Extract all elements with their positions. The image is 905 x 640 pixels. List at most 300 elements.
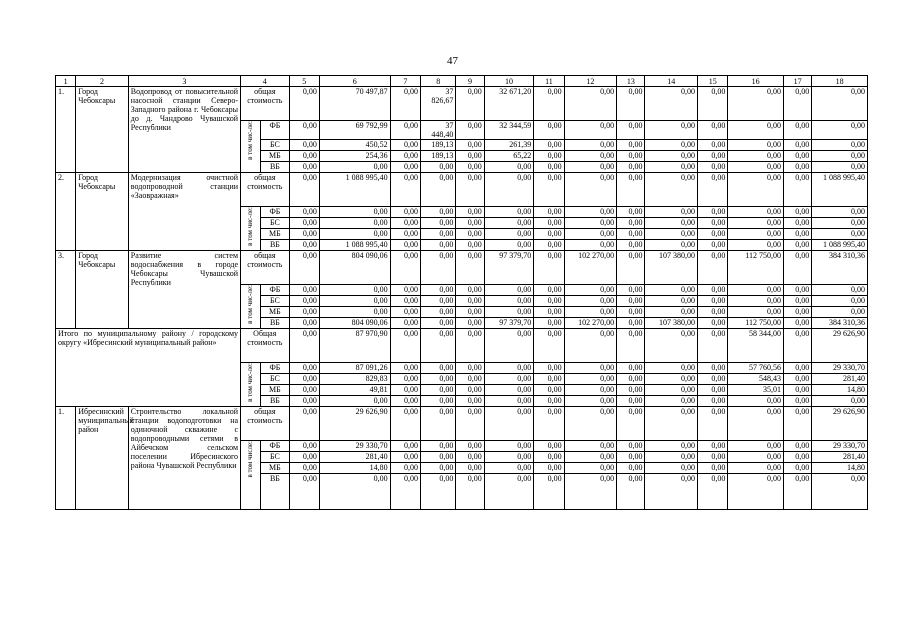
- value-cell: 0,00: [728, 463, 784, 474]
- value-cell: 0,00: [319, 162, 390, 173]
- value-cell: 0,00: [564, 162, 617, 173]
- including-text: в том чис-ле:: [246, 363, 255, 402]
- value-cell: 0,00: [289, 363, 319, 374]
- column-header: 2: [76, 76, 129, 87]
- total-cost-label: общая стоимость: [241, 173, 290, 207]
- value-cell: 0,00: [421, 229, 456, 240]
- funding-source-label: БС: [261, 218, 289, 229]
- value-cell: 0,00: [645, 162, 698, 173]
- value-cell: 0,00: [698, 463, 728, 474]
- value-cell: 0,00: [645, 218, 698, 229]
- value-cell: 0,00: [617, 218, 645, 229]
- funding-source-label: БС: [261, 374, 289, 385]
- value-cell: 0,00: [645, 329, 698, 363]
- value-cell: 0,00: [421, 385, 456, 396]
- value-cell: 0,00: [564, 87, 617, 121]
- column-header: 9: [456, 76, 484, 87]
- including-text: в том чис-ле:: [246, 285, 255, 324]
- value-cell: 0,00: [564, 463, 617, 474]
- value-cell: 189,13: [421, 151, 456, 162]
- funding-source-label: МБ: [261, 463, 289, 474]
- value-cell: 0,00: [645, 240, 698, 251]
- value-cell: 0,00: [390, 296, 420, 307]
- project-description: Развитие систем водоснабжения в городе Чебоксары Чувашской Республики: [128, 251, 240, 329]
- value-cell: 0,00: [421, 285, 456, 296]
- value-cell: 112 750,00: [728, 251, 784, 285]
- funding-source-label: МБ: [261, 151, 289, 162]
- value-cell: 97 379,70: [484, 251, 534, 285]
- value-cell: 0,00: [484, 396, 534, 407]
- value-cell: 0,00: [617, 140, 645, 151]
- value-cell: 0,00: [564, 207, 617, 218]
- value-cell: 0,00: [728, 207, 784, 218]
- value-cell: 0,00: [812, 121, 868, 140]
- value-cell: 0,00: [289, 318, 319, 329]
- value-cell: 0,00: [456, 374, 484, 385]
- value-cell: 0,00: [484, 240, 534, 251]
- funding-source-label: ВБ: [261, 474, 289, 510]
- column-header: 4: [241, 76, 290, 87]
- value-cell: 0,00: [564, 307, 617, 318]
- value-cell: 0,00: [812, 474, 868, 510]
- value-cell: 0,00: [698, 407, 728, 441]
- value-cell: 0,00: [783, 173, 811, 207]
- column-header: 17: [783, 76, 811, 87]
- municipality-name: Город Чебоксары: [76, 87, 129, 173]
- value-cell: 0,00: [484, 218, 534, 229]
- value-cell: 97 379,70: [484, 318, 534, 329]
- value-cell: 0,00: [698, 229, 728, 240]
- value-cell: 0,00: [534, 385, 564, 396]
- value-cell: 0,00: [783, 229, 811, 240]
- value-cell: 0,00: [534, 218, 564, 229]
- value-cell: 0,00: [289, 296, 319, 307]
- budget-table: [55, 75, 868, 510]
- value-cell: 0,00: [645, 463, 698, 474]
- value-cell: 0,00: [783, 240, 811, 251]
- value-cell: 0,00: [564, 452, 617, 463]
- value-cell: 0,00: [289, 240, 319, 251]
- value-cell: 0,00: [783, 218, 811, 229]
- value-cell: 0,00: [698, 385, 728, 396]
- value-cell: 0,00: [421, 318, 456, 329]
- including-label: [241, 121, 261, 173]
- funding-source-label: БС: [261, 452, 289, 463]
- value-cell: 0,00: [319, 296, 390, 307]
- funding-source-label: МБ: [261, 229, 289, 240]
- value-cell: 0,00: [564, 374, 617, 385]
- row-number: 3.: [56, 251, 76, 329]
- value-cell: 0,00: [698, 173, 728, 207]
- value-cell: 0,00: [812, 140, 868, 151]
- value-cell: 0,00: [645, 296, 698, 307]
- column-header: 5: [289, 76, 319, 87]
- value-cell: 0,00: [534, 285, 564, 296]
- value-cell: 0,00: [319, 474, 390, 510]
- value-cell: 0,00: [534, 296, 564, 307]
- row-number: 2.: [56, 173, 76, 251]
- value-cell: 29 330,70: [812, 441, 868, 452]
- value-cell: 0,00: [617, 240, 645, 251]
- value-cell: 0,00: [390, 140, 420, 151]
- column-header: 3: [128, 76, 240, 87]
- value-cell: 0,00: [534, 307, 564, 318]
- total-cost-label: Общая стоимость: [241, 329, 290, 363]
- total-cost-label: общая стоимость: [241, 251, 290, 285]
- value-cell: 29 626,90: [319, 407, 390, 441]
- value-cell: 0,00: [456, 385, 484, 396]
- value-cell: 0,00: [698, 218, 728, 229]
- value-cell: 0,00: [289, 463, 319, 474]
- value-cell: 0,00: [728, 218, 784, 229]
- value-cell: 0,00: [783, 385, 811, 396]
- value-cell: 0,00: [645, 452, 698, 463]
- value-cell: 70 497,87: [319, 87, 390, 121]
- value-cell: 0,00: [289, 151, 319, 162]
- value-cell: 0,00: [698, 121, 728, 140]
- including-label: [241, 363, 261, 407]
- value-cell: 0,00: [534, 140, 564, 151]
- value-cell: 0,00: [645, 121, 698, 140]
- value-cell: 0,00: [289, 307, 319, 318]
- project-description: Модернизация очистной водопроводной станции «Заовражная»: [128, 173, 240, 251]
- project-row: [56, 407, 868, 441]
- value-cell: 0,00: [534, 229, 564, 240]
- value-cell: 0,00: [698, 363, 728, 374]
- value-cell: 0,00: [484, 385, 534, 396]
- value-cell: 37 448,40: [421, 121, 456, 140]
- value-cell: 0,00: [812, 307, 868, 318]
- value-cell: 1 088 995,40: [812, 240, 868, 251]
- value-cell: 254,36: [319, 151, 390, 162]
- funding-source-label: ВБ: [261, 318, 289, 329]
- value-cell: 0,00: [390, 121, 420, 140]
- including-label: [241, 285, 261, 329]
- value-cell: 0,00: [728, 140, 784, 151]
- value-cell: 0,00: [390, 251, 420, 285]
- value-cell: 0,00: [783, 296, 811, 307]
- value-cell: 0,00: [456, 463, 484, 474]
- value-cell: 0,00: [698, 140, 728, 151]
- value-cell: 0,00: [456, 162, 484, 173]
- value-cell: 0,00: [390, 363, 420, 374]
- value-cell: 0,00: [645, 385, 698, 396]
- value-cell: 0,00: [456, 407, 484, 441]
- value-cell: 112 750,00: [728, 318, 784, 329]
- value-cell: 0,00: [617, 296, 645, 307]
- funding-source-label: ФБ: [261, 285, 289, 296]
- value-cell: 37 826,67: [421, 87, 456, 121]
- value-cell: 0,00: [421, 363, 456, 374]
- value-cell: 14,80: [812, 385, 868, 396]
- project-row: [56, 87, 868, 121]
- value-cell: 0,00: [484, 452, 534, 463]
- value-cell: 0,00: [390, 374, 420, 385]
- value-cell: 0,00: [456, 151, 484, 162]
- value-cell: 0,00: [390, 329, 420, 363]
- value-cell: 0,00: [534, 407, 564, 441]
- value-cell: 0,00: [645, 363, 698, 374]
- value-cell: 0,00: [456, 441, 484, 452]
- value-cell: 0,00: [698, 207, 728, 218]
- value-cell: 0,00: [534, 329, 564, 363]
- value-cell: 1 088 995,40: [319, 173, 390, 207]
- value-cell: 107 380,00: [645, 251, 698, 285]
- value-cell: 0,00: [645, 87, 698, 121]
- funding-source-label: ФБ: [261, 363, 289, 374]
- value-cell: 0,00: [390, 407, 420, 441]
- value-cell: 0,00: [421, 452, 456, 463]
- value-cell: 0,00: [645, 207, 698, 218]
- value-cell: 0,00: [698, 251, 728, 285]
- column-header: 10: [484, 76, 534, 87]
- value-cell: 384 310,36: [812, 251, 868, 285]
- value-cell: 0,00: [484, 285, 534, 296]
- value-cell: 0,00: [456, 121, 484, 140]
- value-cell: 0,00: [456, 285, 484, 296]
- column-header: 8: [421, 76, 456, 87]
- project-row: [56, 251, 868, 285]
- column-header: 1: [56, 76, 76, 87]
- value-cell: 0,00: [390, 87, 420, 121]
- value-cell: 0,00: [319, 307, 390, 318]
- value-cell: 0,00: [728, 296, 784, 307]
- value-cell: 0,00: [484, 363, 534, 374]
- value-cell: 0,00: [421, 374, 456, 385]
- value-cell: 0,00: [534, 251, 564, 285]
- table-body: [56, 76, 868, 510]
- value-cell: 0,00: [456, 240, 484, 251]
- value-cell: 0,00: [617, 87, 645, 121]
- value-cell: 0,00: [289, 251, 319, 285]
- value-cell: 0,00: [728, 474, 784, 510]
- value-cell: 0,00: [421, 240, 456, 251]
- value-cell: 0,00: [617, 329, 645, 363]
- total-cost-label: общая стоимость: [241, 407, 290, 441]
- value-cell: 0,00: [390, 318, 420, 329]
- value-cell: 0,00: [534, 162, 564, 173]
- page-number: 47: [447, 55, 458, 67]
- value-cell: 0,00: [564, 285, 617, 296]
- row-number: 1.: [56, 87, 76, 173]
- value-cell: 0,00: [645, 285, 698, 296]
- value-cell: 58 344,00: [728, 329, 784, 363]
- value-cell: 281,40: [812, 374, 868, 385]
- value-cell: 0,00: [812, 296, 868, 307]
- funding-source-label: ФБ: [261, 121, 289, 140]
- value-cell: 0,00: [698, 374, 728, 385]
- value-cell: 0,00: [617, 173, 645, 207]
- value-cell: 0,00: [728, 452, 784, 463]
- value-cell: 1 088 995,40: [319, 240, 390, 251]
- value-cell: 0,00: [456, 140, 484, 151]
- value-cell: 0,00: [456, 474, 484, 510]
- funding-source-label: БС: [261, 140, 289, 151]
- value-cell: 0,00: [617, 318, 645, 329]
- total-cost-label: общая стоимость: [241, 87, 290, 121]
- value-cell: 0,00: [617, 121, 645, 140]
- value-cell: 29 330,70: [812, 363, 868, 374]
- value-cell: 29 330,70: [319, 441, 390, 452]
- value-cell: 0,00: [390, 162, 420, 173]
- value-cell: 0,00: [390, 218, 420, 229]
- column-header: 14: [645, 76, 698, 87]
- value-cell: 0,00: [534, 151, 564, 162]
- value-cell: 0,00: [783, 251, 811, 285]
- value-cell: 0,00: [534, 463, 564, 474]
- value-cell: 0,00: [645, 407, 698, 441]
- funding-source-label: ВБ: [261, 396, 289, 407]
- value-cell: 0,00: [456, 363, 484, 374]
- header-row: [56, 76, 868, 87]
- value-cell: 87 091,26: [319, 363, 390, 374]
- value-cell: 0,00: [564, 474, 617, 510]
- value-cell: 0,00: [534, 363, 564, 374]
- value-cell: 0,00: [617, 374, 645, 385]
- value-cell: 0,00: [617, 463, 645, 474]
- value-cell: 0,00: [698, 318, 728, 329]
- value-cell: 0,00: [698, 296, 728, 307]
- value-cell: 0,00: [617, 452, 645, 463]
- value-cell: 0,00: [484, 374, 534, 385]
- value-cell: 29 626,90: [812, 329, 868, 363]
- value-cell: 0,00: [783, 407, 811, 441]
- value-cell: 29 626,90: [812, 407, 868, 441]
- value-cell: 0,00: [289, 285, 319, 296]
- value-cell: 0,00: [564, 329, 617, 363]
- value-cell: 0,00: [812, 218, 868, 229]
- value-cell: 804 090,06: [319, 318, 390, 329]
- value-cell: 0,00: [390, 229, 420, 240]
- value-cell: 0,00: [698, 151, 728, 162]
- value-cell: 0,00: [390, 452, 420, 463]
- value-cell: 0,00: [783, 207, 811, 218]
- value-cell: 14,80: [812, 463, 868, 474]
- value-cell: 0,00: [456, 318, 484, 329]
- value-cell: 0,00: [617, 251, 645, 285]
- value-cell: 0,00: [698, 452, 728, 463]
- value-cell: 0,00: [698, 441, 728, 452]
- value-cell: 0,00: [484, 329, 534, 363]
- value-cell: 0,00: [812, 396, 868, 407]
- value-cell: 0,00: [617, 396, 645, 407]
- value-cell: 0,00: [812, 229, 868, 240]
- value-cell: 0,00: [783, 318, 811, 329]
- value-cell: 0,00: [617, 162, 645, 173]
- value-cell: 0,00: [617, 441, 645, 452]
- value-cell: 0,00: [783, 374, 811, 385]
- value-cell: 0,00: [484, 173, 534, 207]
- column-header: 6: [319, 76, 390, 87]
- value-cell: 0,00: [534, 318, 564, 329]
- value-cell: 0,00: [534, 87, 564, 121]
- value-cell: 0,00: [564, 441, 617, 452]
- value-cell: 0,00: [421, 218, 456, 229]
- funding-source-label: БС: [261, 296, 289, 307]
- value-cell: 0,00: [783, 441, 811, 452]
- value-cell: 0,00: [728, 87, 784, 121]
- value-cell: 0,00: [390, 474, 420, 510]
- value-cell: 0,00: [812, 162, 868, 173]
- value-cell: 0,00: [564, 363, 617, 374]
- value-cell: 0,00: [564, 173, 617, 207]
- value-cell: 0,00: [645, 441, 698, 452]
- value-cell: 0,00: [617, 207, 645, 218]
- value-cell: 0,00: [456, 329, 484, 363]
- value-cell: 0,00: [645, 229, 698, 240]
- value-cell: 87 970,90: [319, 329, 390, 363]
- value-cell: 0,00: [421, 441, 456, 452]
- value-cell: 0,00: [564, 296, 617, 307]
- value-cell: 0,00: [645, 307, 698, 318]
- value-cell: 0,00: [390, 307, 420, 318]
- value-cell: 0,00: [484, 296, 534, 307]
- value-cell: 0,00: [456, 296, 484, 307]
- including-text: в том чис-ле:: [246, 121, 255, 160]
- value-cell: 0,00: [728, 307, 784, 318]
- value-cell: 0,00: [728, 396, 784, 407]
- column-header: 16: [728, 76, 784, 87]
- column-header: 11: [534, 76, 564, 87]
- value-cell: 0,00: [728, 151, 784, 162]
- value-cell: 32 344,59: [484, 121, 534, 140]
- value-cell: 0,00: [783, 452, 811, 463]
- value-cell: 0,00: [456, 87, 484, 121]
- value-cell: 0,00: [728, 121, 784, 140]
- value-cell: 548,43: [728, 374, 784, 385]
- including-label: [241, 441, 261, 510]
- value-cell: 0,00: [783, 285, 811, 296]
- value-cell: 0,00: [698, 285, 728, 296]
- value-cell: 0,00: [289, 474, 319, 510]
- value-cell: 0,00: [564, 218, 617, 229]
- municipality-name: Ибресинский муниципальный район: [76, 407, 129, 510]
- value-cell: 0,00: [783, 307, 811, 318]
- value-cell: 0,00: [534, 374, 564, 385]
- value-cell: 0,00: [564, 407, 617, 441]
- value-cell: 0,00: [484, 463, 534, 474]
- value-cell: 0,00: [698, 329, 728, 363]
- value-cell: 0,00: [728, 229, 784, 240]
- column-header: 7: [390, 76, 420, 87]
- value-cell: 0,00: [319, 207, 390, 218]
- value-cell: 0,00: [728, 173, 784, 207]
- value-cell: 57 760,56: [728, 363, 784, 374]
- column-header: 18: [812, 76, 868, 87]
- value-cell: 450,52: [319, 140, 390, 151]
- value-cell: 0,00: [617, 385, 645, 396]
- value-cell: 0,00: [698, 474, 728, 510]
- value-cell: 0,00: [456, 251, 484, 285]
- column-header: 12: [564, 76, 617, 87]
- value-cell: 0,00: [617, 474, 645, 510]
- value-cell: 0,00: [484, 407, 534, 441]
- value-cell: 0,00: [783, 396, 811, 407]
- value-cell: 0,00: [645, 396, 698, 407]
- value-cell: 0,00: [783, 121, 811, 140]
- funding-source-label: ВБ: [261, 240, 289, 251]
- funding-source-label: МБ: [261, 307, 289, 318]
- including-text: в том числе:: [246, 441, 255, 478]
- value-cell: 0,00: [617, 285, 645, 296]
- value-cell: 804 090,06: [319, 251, 390, 285]
- value-cell: 0,00: [698, 87, 728, 121]
- value-cell: 0,00: [728, 162, 784, 173]
- value-cell: 0,00: [783, 474, 811, 510]
- value-cell: 0,00: [390, 207, 420, 218]
- value-cell: 0,00: [645, 140, 698, 151]
- value-cell: 0,00: [421, 463, 456, 474]
